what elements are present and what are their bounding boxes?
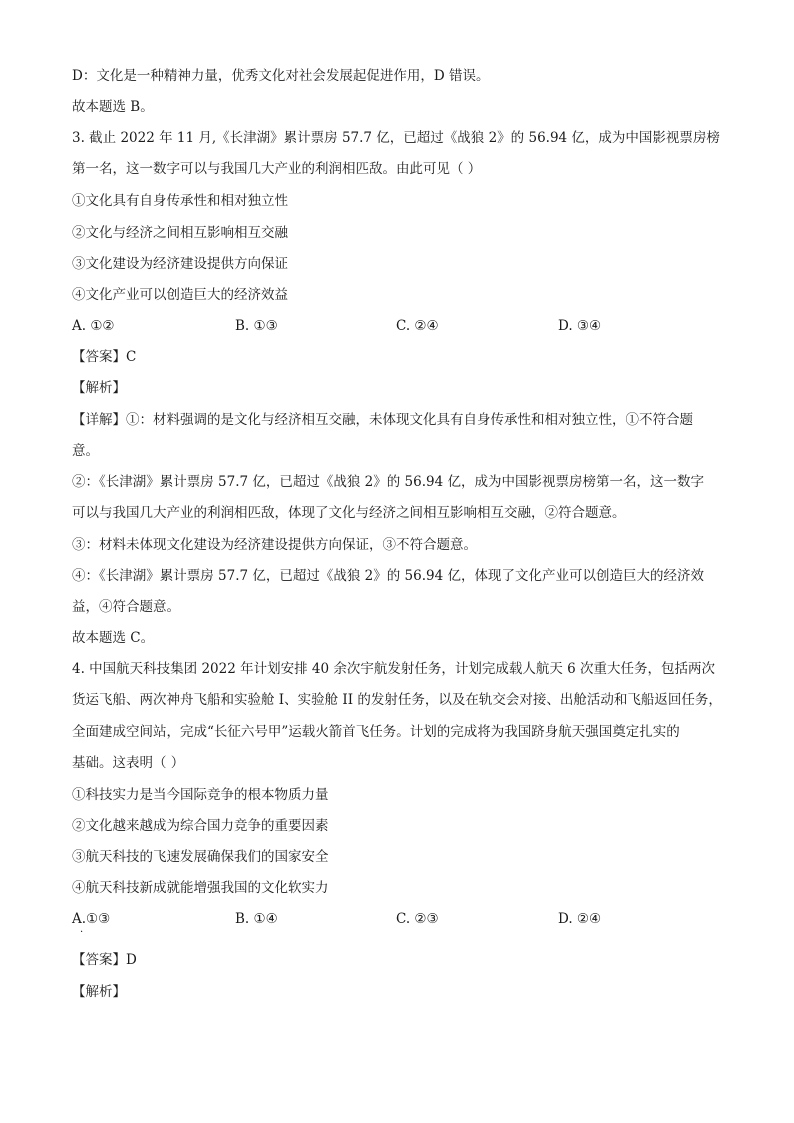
q3-option-d: D. ③④	[558, 318, 602, 334]
q3-statement-4: ④文化产业可以创造巨大的经济效益	[72, 287, 288, 303]
q4-statement-3: ③航天科技的飞速发展确保我们的国家安全	[72, 849, 329, 865]
q3-statement-1: ①文化具有自身传承性和相对独立性	[72, 193, 288, 209]
q3-detail-line-1: 【详解】①：材料强调的是文化与经济相互交融，未体现文化具有自身传承性和相对独立性，①不符合题	[72, 412, 693, 428]
q4-stem-line-4: 基础。这表明（ ）	[72, 755, 185, 771]
q3-option-c: C. ②④	[396, 318, 439, 334]
q4-answer: 【答案】D	[72, 952, 137, 968]
q3-statement-2: ②文化与经济之间相互影响相互交融	[72, 225, 288, 241]
option-d-explanation: D：文化是一种精神力量，优秀文化对社会发展起促进作用，D 错误。	[72, 68, 490, 84]
q3-conclusion: 故本题选 C。	[72, 630, 155, 646]
answer-conclusion-q2: 故本题选 B。	[72, 99, 154, 115]
q4-option-b: B. ①④	[235, 911, 278, 927]
q3-option-b: B. ①③	[235, 318, 278, 334]
q4-option-d: D. ②④	[558, 911, 602, 927]
q4-statement-4: ④航天科技新成就能增强我国的文化软实力	[72, 880, 329, 896]
q3-stem-line-2: 第一名，这一数字可以与我国几大产业的利润相匹敌。由此可见（ ）	[72, 161, 482, 177]
q3-analysis-label: 【解析】	[72, 380, 126, 396]
q3-detail-line-2: 意。	[72, 443, 99, 459]
q3-detail-line-6: ④：《长津湖》累计票房 57.7 亿，已超过《战狼 2》的 56.94 亿，体现了文化产业可以创造巨大的经济效	[72, 568, 705, 584]
q3-option-a: A. ①②	[72, 318, 115, 334]
q4-option-c: C. ②③	[396, 911, 439, 927]
q3-detail-line-5: ③：材料未体现文化建设为经济建设提供方向保证，③不符合题意。	[72, 537, 477, 553]
q4-stem-line-3: 全面建成空间站，完成“长征六号甲”运载火箭首飞任务。计划的完成将为我国跻身航天强国奠定扎实的	[72, 724, 680, 740]
q3-detail-line-3: ②：《长津湖》累计票房 57.7 亿，已超过《战狼 2》的 56.94 亿，成为中国影视票房榜第一名，这一数字	[72, 474, 705, 490]
q4-options	[72, 909, 722, 929]
q4-stem-line-2: 货运飞船、两次神舟飞船和实验舱 I、实验舱 II 的发射任务，以及在轨交会对接、出舱活动和飞船返回任务，	[72, 692, 722, 708]
q3-options	[72, 316, 722, 336]
q4-analysis-label: 【解析】	[72, 984, 126, 1000]
q4-stem-line-1: 4. 中国航天科技集团 2022 年计划安排 40 余次宇航发射任务，计划完成载人航天 6 次重大任务，包括两次	[72, 661, 716, 677]
q3-stem-line-1: 3. 截止 2022 年 11 月,《长津湖》累计票房 57.7 亿，已超过《战狼 2》的 56.94 亿，成为中国影视票房榜	[72, 130, 720, 146]
q3-answer: 【答案】C	[72, 349, 137, 365]
q4-option-a: A.①③	[72, 911, 111, 927]
q4-statement-2: ②文化越来越成为综合国力竞争的重要因素	[72, 818, 329, 834]
q3-statement-3: ③文化建设为经济建设提供方向保证	[72, 256, 288, 272]
q4-statement-1: ①科技实力是当今国际竞争的根本物质力量	[72, 787, 329, 803]
q3-detail-line-7: 益，④符合题意。	[72, 599, 180, 615]
stray-mark: ·	[80, 927, 84, 938]
q3-detail-line-4: 可以与我国几大产业的利润相匹敌，体现了文化与经济之间相互影响相互交融，②符合题意。	[72, 505, 626, 521]
